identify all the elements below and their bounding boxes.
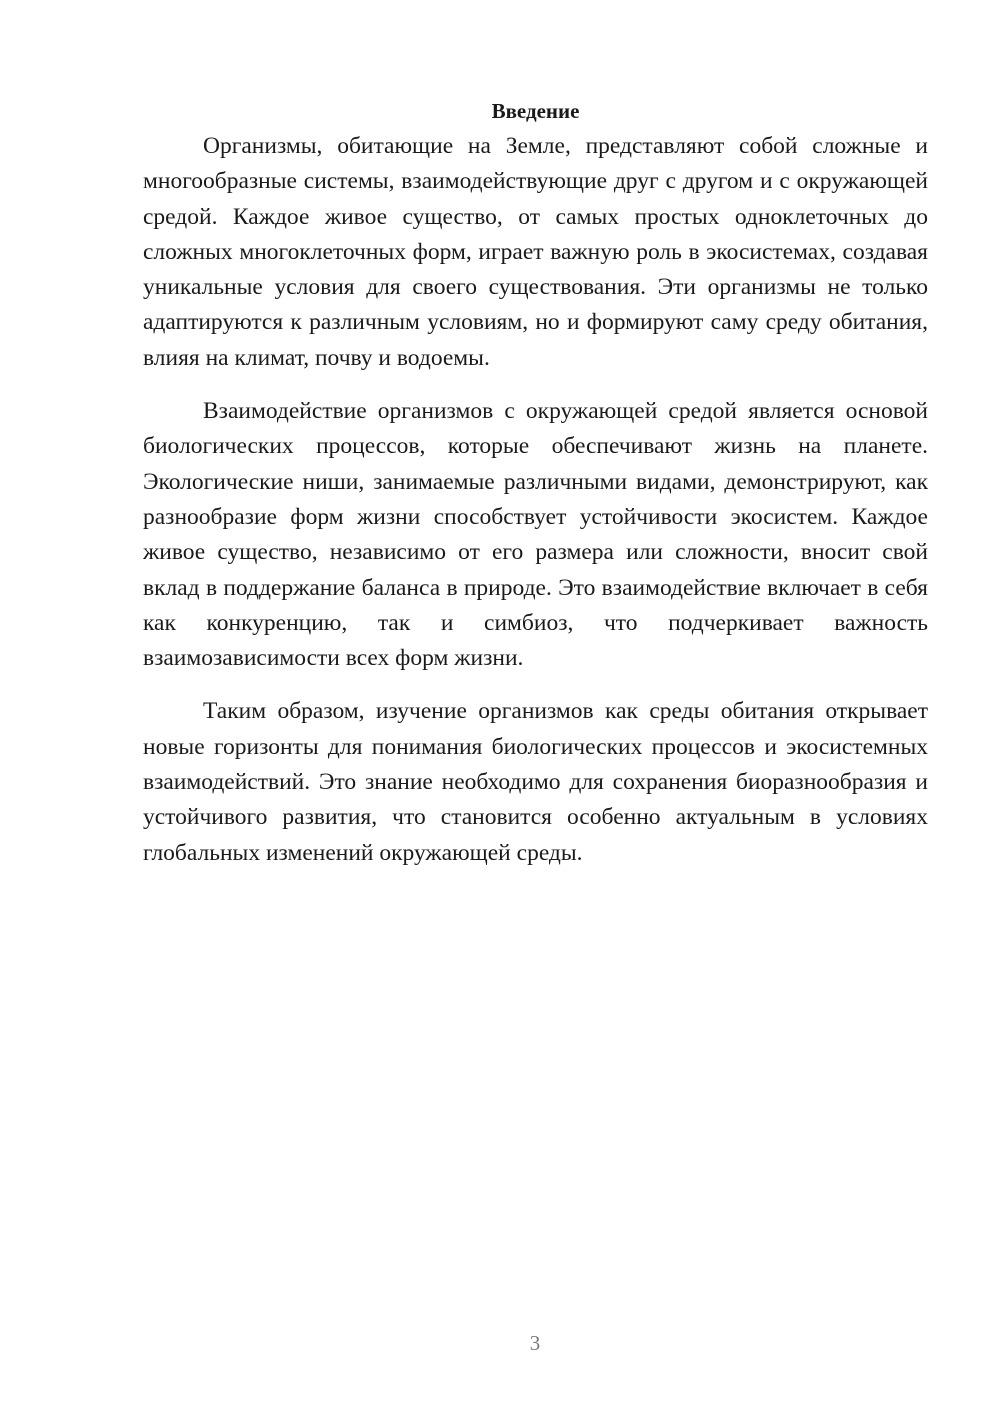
page-content xyxy=(143,94,928,889)
section-heading: Введение xyxy=(491,99,580,123)
paragraph-2: Взаимодействие организмов с окружающей средой является основой биологических процессов, которые обеспечивают жизнь на планете. Экологические ниши, занимаемые различными видами, демонстрируют, как разнообразие форм жизни способствует устойчивости экосистем. Каждое живое существо, независимо от его размера или сложности, вносит свой вклад в поддержание баланса в природе. Это взаимодействие включает в себя как конкуренцию, так и симбиоз, что подчеркивает важность взаимозависимости всех форм жизни. xyxy=(143,398,928,672)
page-number: 3 xyxy=(529,1331,541,1355)
paragraph-3: Таким образом, изучение организмов как среды обитания открывает новые горизонты для понимания биологических процессов и экосистемных взаимодействий. Это знание необходимо для сохранения биоразнообразия и устойчивого развития, что становится особенно актуальным в условиях глобальных изменений окружающей среды. xyxy=(143,698,928,866)
paragraph-1: Организмы, обитающие на Земле, представляют собой сложные и многообразные системы, взаимодействующие друг с другом и с окружающей средой. Каждое живое существо, от самых простых одноклеточных до сложных многоклеточных форм, играет важную роль в экосистемах, создавая уникальные условия для своего существования. Эти организмы не только адаптируются к различным условиям, но и формируют саму среду обитания, влияя на климат, почву и водоемы. xyxy=(143,133,928,371)
